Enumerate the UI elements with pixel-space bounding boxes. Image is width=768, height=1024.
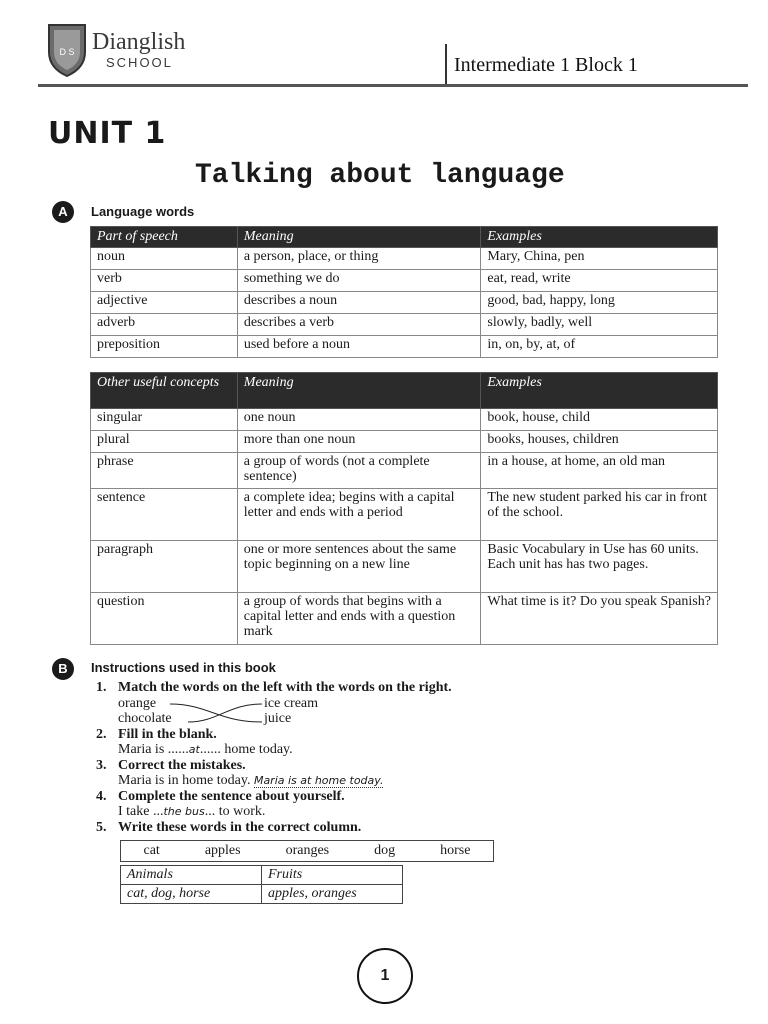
matching-example [96, 696, 452, 727]
header-divider [445, 44, 447, 84]
word: cat [143, 843, 160, 858]
table-cell: good, bad, happy, long [481, 292, 718, 314]
sorting-table [120, 865, 403, 904]
table-row [91, 270, 718, 292]
table-cell: The new student parked his car in front of the school. [481, 489, 718, 541]
col-header: Meaning [237, 227, 481, 248]
example-text: Maria is ...... [118, 742, 189, 757]
table-cell: adverb [91, 314, 238, 336]
item-number: 4. [96, 788, 107, 804]
table-cell: singular [91, 409, 238, 431]
example-text: ... to work. [204, 804, 266, 819]
table-cell: a group of words (not a complete sentence) [237, 453, 481, 489]
word: dog [374, 843, 396, 858]
table-cell: preposition [91, 336, 238, 358]
table-row [91, 336, 718, 358]
example-line [96, 742, 452, 758]
table-cell: book, house, child [481, 409, 718, 431]
example-line [96, 773, 452, 789]
match-left-word: orange [118, 695, 157, 711]
table-cell: phrase [91, 453, 238, 489]
col-header: Examples [481, 227, 718, 248]
table-row [91, 248, 718, 270]
table-row [91, 292, 718, 314]
matching-lines-icon [168, 698, 264, 726]
word: apples [204, 843, 241, 858]
item-heading: Complete the sentence about yourself. [118, 788, 345, 804]
list-item [96, 820, 452, 836]
item-heading: Write these words in the correct column. [118, 819, 362, 835]
table-cell: a group of words that begins with a capital letter and ends with a question mark [237, 593, 481, 645]
section-b-badge: B [52, 658, 74, 680]
item-number: 2. [96, 726, 107, 742]
col-header: Fruits [262, 866, 403, 885]
table-cell: something we do [237, 270, 481, 292]
match-right-word: juice [264, 710, 292, 726]
table-cell: books, houses, children [481, 431, 718, 453]
table-cell: question [91, 593, 238, 645]
useful-concepts-table [90, 372, 718, 645]
list-item [96, 727, 452, 743]
table-cell: describes a noun [237, 292, 481, 314]
table-row [91, 314, 718, 336]
table-cell: in, on, by, at, of [481, 336, 718, 358]
word: horse [440, 843, 471, 858]
col-header: Examples [481, 373, 718, 409]
table-cell: Mary, China, pen [481, 248, 718, 270]
item-number: 3. [96, 757, 107, 773]
table-cell: cat, dog, horse [121, 885, 262, 904]
table-cell: verb [91, 270, 238, 292]
section-b-title: Instructions used in this book [91, 660, 276, 675]
example-text: I take ... [118, 804, 164, 819]
unit-number: UNIT 1 [48, 116, 167, 151]
school-sub: SCHOOL [106, 55, 173, 70]
table-row [91, 489, 718, 541]
list-item [96, 789, 452, 805]
example-text: ...... home today. [199, 742, 293, 757]
example-line [96, 804, 452, 820]
school-name: Dianglish [92, 29, 186, 55]
handwritten-answer: Maria is at home today. [253, 774, 384, 787]
table-row [91, 431, 718, 453]
table-cell: used before a noun [237, 336, 481, 358]
col-header: Animals [121, 866, 262, 885]
table-cell: sentence [91, 489, 238, 541]
table-cell: one or more sentences about the same topic beginning on a new line [237, 541, 481, 593]
table-cell: paragraph [91, 541, 238, 593]
table-cell: describes a verb [237, 314, 481, 336]
item-number: 1. [96, 680, 107, 695]
section-a-badge: A [52, 201, 74, 223]
table-row [121, 885, 403, 904]
table-row [91, 541, 718, 593]
table-cell: noun [91, 248, 238, 270]
table-cell: in a house, at home, an old man [481, 453, 718, 489]
table-cell: What time is it? Do you speak Spanish? [481, 593, 718, 645]
match-left-word: chocolate [118, 710, 172, 726]
handwritten-answer: at [188, 743, 200, 756]
example-text: Maria is in home today. [118, 773, 254, 788]
logo-initials: D S [59, 47, 75, 57]
table-cell: more than one noun [237, 431, 481, 453]
table-cell: apples, oranges [262, 885, 403, 904]
table-cell: adjective [91, 292, 238, 314]
col-header: Meaning [237, 373, 481, 409]
table-row [91, 453, 718, 489]
header-rule [38, 84, 748, 87]
item-heading: Fill in the blank. [118, 726, 217, 742]
table-row [91, 593, 718, 645]
item-heading: Correct the mistakes. [118, 757, 246, 773]
col-header: Part of speech [91, 227, 238, 248]
instruction-list [96, 680, 452, 835]
word: oranges [285, 843, 330, 858]
col-header: Other useful concepts [91, 373, 238, 409]
table-cell: Basic Vocabulary in Use has 60 units. Each unit has has two pages. [481, 541, 718, 593]
table-cell: eat, read, write [481, 270, 718, 292]
match-right-word: ice cream [264, 695, 319, 711]
word-box [120, 840, 494, 862]
table-row [91, 409, 718, 431]
table-cell: a person, place, or thing [237, 248, 481, 270]
item-number: 5. [96, 819, 107, 835]
handwritten-answer: the bus [163, 805, 205, 818]
table-cell: one noun [237, 409, 481, 431]
school-logo-shield-icon [46, 22, 88, 78]
section-a-title: Language words [91, 204, 195, 219]
list-item [96, 680, 452, 696]
table-cell: plural [91, 431, 238, 453]
unit-title: Talking about language [195, 160, 565, 191]
item-heading: Match the words on the left with the words on the right. [118, 680, 452, 695]
list-item [96, 758, 452, 774]
table-cell: slowly, badly, well [481, 314, 718, 336]
language-words-table [90, 226, 718, 358]
course-title: Intermediate 1 Block 1 [454, 54, 638, 76]
page-number: 1 [357, 948, 413, 1004]
table-cell: a complete idea; begins with a capital letter and ends with a period [237, 489, 481, 541]
